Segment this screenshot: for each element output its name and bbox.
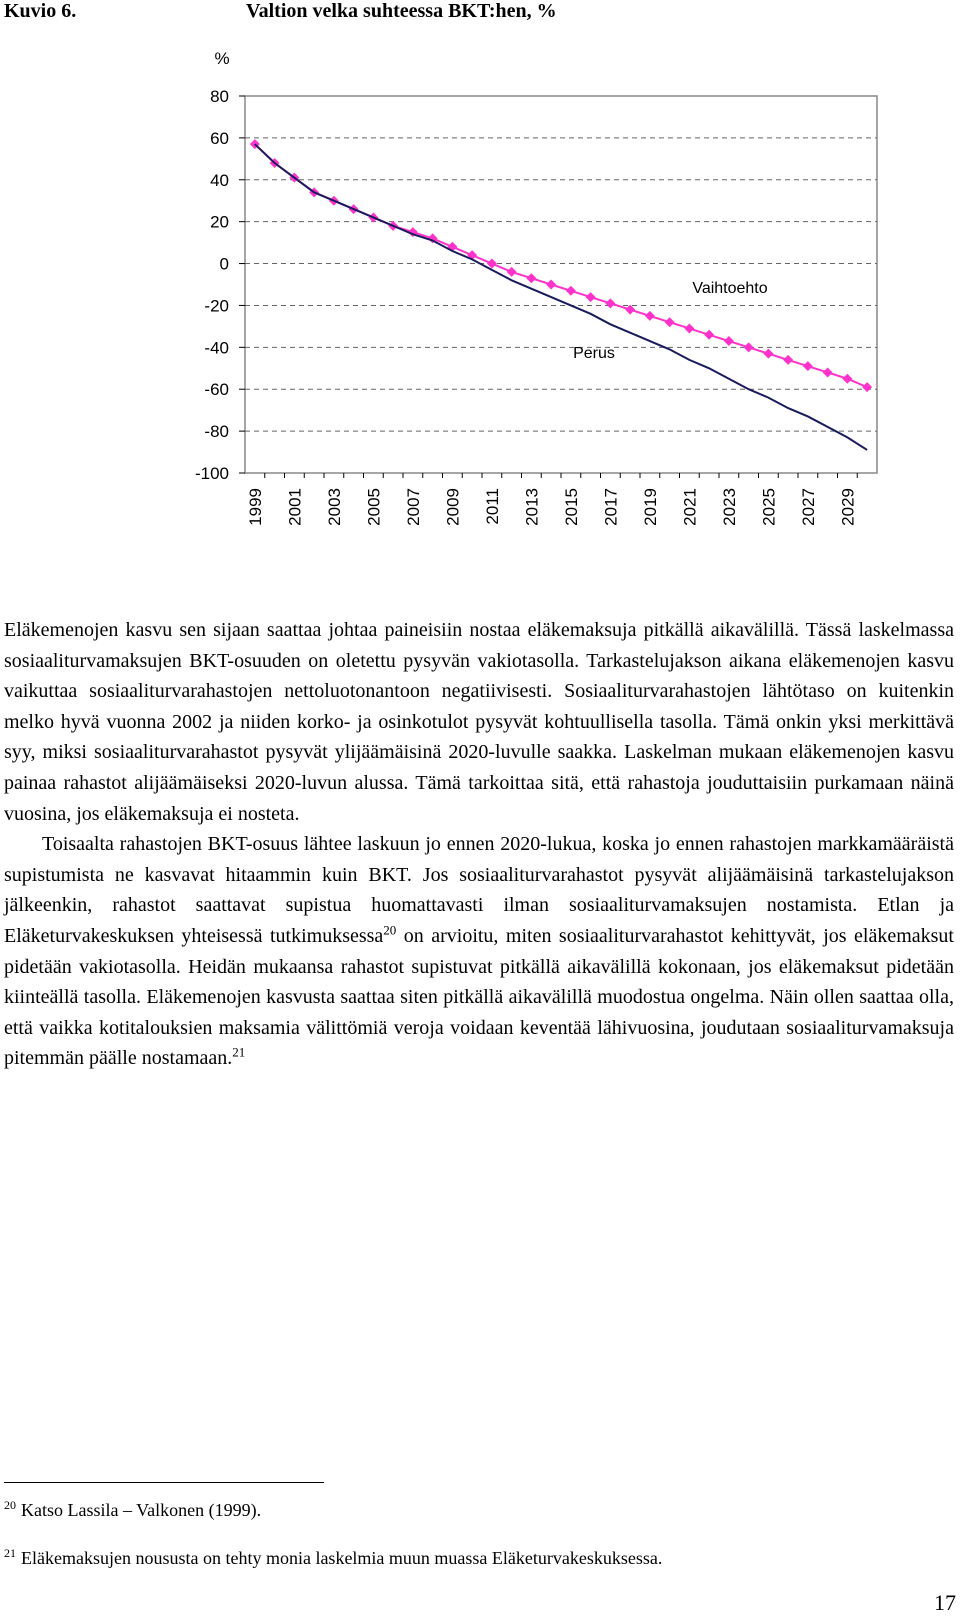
y-tick-label: -20 — [204, 296, 229, 316]
x-tick-label: 2019 — [640, 488, 660, 526]
footnote-ref[interactable]: 21 — [232, 1044, 246, 1060]
footnote-divider — [4, 1482, 324, 1483]
y-tick-label: 40 — [210, 170, 229, 190]
paragraph-text: Toisaalta rahastojen BKT-osuus lähtee laskuun jo ennen 2020-lukua, koska jo ennen rahastojen markkamääräistä supistumista ne kasvavat hitaammin kuin BKT. Jos sosiaaliturvarahastot pysyvät alijäämäisinä tarkastelujakson jälkeenkin, rahastot saattavat supistua huomattavasti ilman sosiaaliturvamaksujen nostamista. Etlan ja Eläketurvakeskuksen yhteisessä tutkimuksessa — [4, 833, 954, 947]
y-tick-label: -40 — [204, 338, 229, 358]
page-number: 17 — [934, 1590, 956, 1615]
paragraph: Eläkemenojen kasvu sen sijaan saattaa johtaa paineisiin nostaa eläkemaksuja pitkällä aikavälillä. Tässä laskelmassa sosiaaliturvamaksujen BKT-osuuden on oletettu pysyvän vakiotasolla. Tarkastelujakson aikana eläkemenojen kasvu vaikuttaa sosiaaliturvarahastojen nettoluotonantoon negatiivisesti. Sosiaaliturvarahastojen lähtötaso on kuitenkin melko hyvä vuonna 2002 ja niiden korko- ja osinkotulot pysyvät kohtuullisella tasolla. Tämä onkin yksi merkittävä syy, miksi sosiaaliturvarahastot pysyvät ylijäämäisinä 2020-luvulle saakka. Laskelman mukaan eläkemenojen kasvu painaa rahastot alijäämäiseksi 2020-luvun alussa. Tämä tarkoittaa sitä, että rahastoja jouduttaisiin purkamaan näinä vuosina, jos eläkemaksuja ei nosteta. — [4, 619, 954, 825]
paragraph-text: on arvioitu, miten sosiaaliturvarahastot kehittyvät, jos eläkemaksut pidetään vakiotasolla. Heidän mukaansa rahastot supistuvat pitkällä aikavälillä kokonaan, jos eläkemaksut pidetään kiinteällä tasolla. Eläkemenojen kasvusta saattaa siten pitkällä aikavälillä muodostua ongelma. Näin ollen saattaa olla, että vaikka kotitalouksien maksamia välittömiä veroja voidaan keventää lähivuosina, joudutaan sosiaaliturvamaksuja pitemmän päälle nostamaan. — [4, 924, 954, 1070]
x-tick-label: 2005 — [364, 488, 384, 526]
x-tick-label: 2009 — [443, 488, 463, 526]
body-text — [4, 615, 954, 1074]
footnote-ref[interactable]: 20 — [383, 922, 397, 938]
debt-chart — [0, 40, 960, 540]
y-tick-label: 60 — [210, 128, 229, 148]
x-tick-label: 2015 — [561, 488, 581, 526]
y-tick-label: 20 — [210, 212, 229, 232]
y-tick-label: -80 — [204, 422, 229, 442]
y-axis-label: % — [214, 49, 230, 68]
series-label-perus: Perus — [573, 345, 615, 362]
x-tick-label: 2017 — [601, 488, 621, 526]
x-tick-label: 2023 — [719, 488, 739, 526]
footnote-text: Eläkemaksujen noususta on tehty monia laskelmia muun muassa Eläketurvakeskuksessa. — [21, 1548, 663, 1568]
x-tick-label: 2011 — [482, 488, 502, 525]
footnote-number: 21 — [4, 1546, 16, 1560]
footnote-text: Katso Lassila – Valkonen (1999). — [21, 1500, 262, 1520]
figure-number: Kuvio 6. — [4, 0, 77, 22]
x-tick-label: 2013 — [522, 488, 542, 526]
series-label-vaihtoehto: Vaihtoehto — [692, 280, 768, 297]
x-tick-label: 2021 — [680, 488, 700, 526]
y-tick-label: -100 — [194, 464, 229, 483]
x-tick-label: 1999 — [245, 488, 265, 526]
paragraph — [4, 829, 954, 1074]
y-tick-label: 0 — [219, 254, 229, 274]
y-tick-label: -60 — [204, 380, 229, 400]
y-tick-label: 80 — [210, 87, 229, 106]
x-tick-label: 2001 — [285, 488, 305, 526]
footnote — [4, 1500, 261, 1521]
footnote-number: 20 — [4, 1498, 16, 1512]
figure-title: Valtion velka suhteessa BKT:hen, % — [246, 0, 557, 22]
x-tick-label: 2007 — [403, 488, 423, 526]
x-tick-label: 2027 — [798, 488, 818, 526]
x-tick-label: 2029 — [838, 488, 858, 526]
footnote — [4, 1548, 662, 1569]
x-tick-label: 2025 — [759, 488, 779, 526]
plot-area — [245, 96, 877, 473]
x-tick-label: 2003 — [324, 488, 344, 526]
